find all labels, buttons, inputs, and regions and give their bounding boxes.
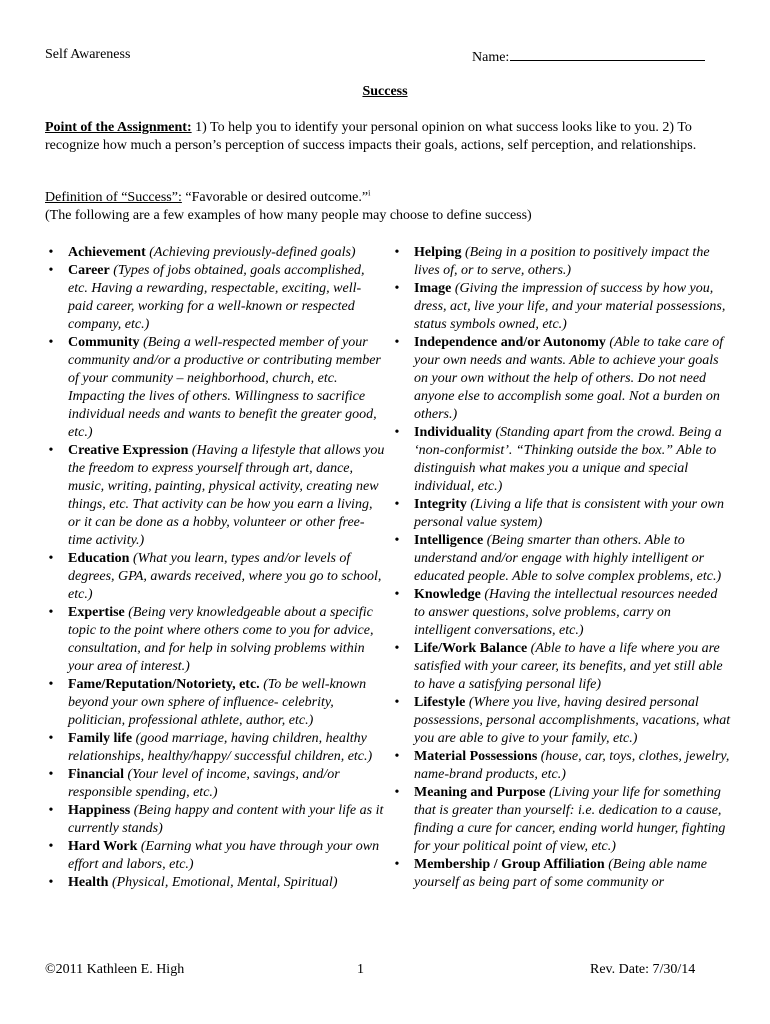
- item-term: Individuality: [414, 425, 492, 440]
- item-description: (Earning what you have through your own effort and labors, etc.): [68, 839, 380, 872]
- bullet-icon: •: [394, 425, 400, 440]
- item-term: Lifestyle: [414, 695, 466, 710]
- list-item: [391, 334, 731, 424]
- course-title: Self Awareness: [45, 47, 131, 62]
- item-term: Independence and/or Autonomy: [414, 335, 606, 350]
- item-term: Health: [68, 875, 109, 890]
- bullet-icon: •: [394, 587, 400, 602]
- bullet-icon: •: [394, 749, 400, 764]
- item-description: (good marriage, having children, healthy relationships, healthy/happy/ successful children, etc.): [68, 731, 373, 764]
- list-item: [391, 694, 731, 748]
- footer-page-number: 1: [357, 962, 364, 977]
- item-description: (Physical, Emotional, Mental, Spiritual): [108, 875, 338, 890]
- item-term: Financial: [68, 767, 125, 782]
- item-description: (Types of jobs obtained, goals accomplished, etc. Having a rewarding, respectable, exciting, well-paid career, working for a well-known or respected company, etc.): [68, 263, 365, 332]
- bullet-icon: •: [48, 677, 54, 692]
- list-item: [45, 262, 385, 334]
- footer-revision-date: Rev. Date: 7/30/14: [590, 962, 696, 977]
- bullet-icon: •: [394, 785, 400, 800]
- item-term: Knowledge: [414, 587, 481, 602]
- item-term: Expertise: [68, 605, 125, 620]
- bullet-icon: •: [394, 641, 400, 656]
- bullet-icon: •: [48, 839, 54, 854]
- item-description: (Having a lifestyle that allows you the freedom to express yourself through art, dance, music, writing, painting, physical activity, creating new things, etc. That activity can be how you earn a living, or it can be done as a hobby, volunteer or other free-time activity.): [68, 443, 385, 548]
- list-item: [45, 676, 385, 730]
- list-item: [45, 802, 385, 838]
- bullet-icon: •: [48, 767, 54, 782]
- item-description: (Being very knowledgeable about a specific topic to the point where others come to you for advice, consultation, and for help in solving problems within your area of interest.): [68, 605, 374, 674]
- item-term: Achievement: [68, 245, 146, 260]
- item-description: (To be well-known beyond your own sphere of influence- celebrity, politician, professional athlete, author, etc.): [68, 677, 367, 728]
- list-item: [391, 856, 731, 892]
- item-term: Membership / Group Affiliation: [414, 857, 605, 872]
- list-item: [45, 838, 385, 874]
- bullet-icon: •: [394, 335, 400, 350]
- list-item: [45, 334, 385, 442]
- bullet-icon: •: [394, 245, 400, 260]
- list-item: [391, 280, 731, 334]
- bullet-icon: •: [48, 605, 54, 620]
- item-term: Community: [68, 335, 140, 350]
- item-description: (Being able name yourself as being part of some community or: [414, 857, 707, 890]
- definition-section: [45, 189, 735, 225]
- list-item: [391, 640, 731, 694]
- item-term: Education: [68, 551, 130, 566]
- bullet-icon: •: [394, 857, 400, 872]
- bullet-icon: •: [48, 731, 54, 746]
- item-description: (Able to have a life where you are satisfied with your career, its benefits, and yet still able to have a satisfying personal life): [414, 641, 723, 692]
- item-description: (Being a well-respected member of your community and/or a productive or contributing member of your community – neighborhood, church, etc. Impacting the lives of others. Willingness to sacrifice individual needs and wants to benefit the greater good, etc.): [68, 335, 381, 440]
- list-item: [45, 550, 385, 604]
- item-description: (Living your life for something that is greater than yourself: i.e. dedication to a cause, finding a cure for cancer, ending world hunger, fighting for your political point of view, etc.): [414, 785, 726, 854]
- bullet-icon: •: [394, 533, 400, 548]
- bullet-icon: •: [48, 803, 54, 818]
- item-description: (house, car, toys, clothes, jewelry, name-brand products, etc.): [414, 749, 730, 782]
- list-item: [45, 766, 385, 802]
- item-description: (Where you live, having desired personal possessions, personal accomplishments, vacations, what you are able to give to your family, etc.): [414, 695, 731, 746]
- list-item: [391, 424, 731, 496]
- item-term: Family life: [68, 731, 133, 746]
- item-description: (Having the intellectual resources needed to answer questions, solve problems, carry on intelligent conversations, etc.): [414, 587, 718, 638]
- definition-text: “Favorable or desired outcome.”: [181, 190, 369, 205]
- bullet-icon: •: [48, 263, 54, 278]
- bullet-icon: •: [48, 875, 54, 890]
- list-item: [391, 586, 731, 640]
- item-term: Fame/Reputation/Notoriety, etc.: [68, 677, 260, 692]
- item-term: Intelligence: [414, 533, 484, 548]
- bullet-icon: •: [394, 497, 400, 512]
- list-item: [45, 244, 385, 262]
- item-description: (What you learn, types and/or levels of degrees, GPA, awards received, where you go to school, etc.): [68, 551, 382, 602]
- item-term: Life/Work Balance: [414, 641, 528, 656]
- footer-copyright: ©2011 Kathleen E. High: [45, 962, 185, 977]
- item-term: Material Possessions: [414, 749, 538, 764]
- list-item: [45, 604, 385, 676]
- bullet-icon: •: [48, 443, 54, 458]
- right-bullet-list: [391, 244, 731, 892]
- page-title: Success: [362, 84, 408, 99]
- list-item: [391, 748, 731, 784]
- definition-subtext: (The following are a few examples of how many people may choose to define success): [45, 208, 532, 223]
- item-description: (Being happy and content with your life as it currently stands): [68, 803, 384, 836]
- point-text: 1) To help you to identify your personal opinion on what success looks like to you. 2) To recognize how much a person’s perception of success impacts their goals, actions, self perception, and relationships.: [45, 120, 697, 153]
- item-description: (Being smarter than others. Able to understand and/or engage with highly intelligent or educated people. Able to solve complex problems, etc.): [414, 533, 722, 584]
- list-item: [45, 442, 385, 550]
- list-item: [45, 874, 385, 892]
- bullet-icon: •: [48, 335, 54, 350]
- name-field: [472, 46, 705, 67]
- item-description: (Achieving previously-defined goals): [145, 245, 356, 260]
- bullet-icon: •: [394, 695, 400, 710]
- item-description: (Giving the impression of success by how you, dress, act, live your life, and your material possessions, status symbols owned, etc.): [414, 281, 726, 332]
- item-term: Happiness: [68, 803, 131, 818]
- definition-label: Definition of “Success”:: [45, 190, 182, 205]
- definition-line: [45, 189, 735, 207]
- point-label: Point of the Assignment:: [45, 120, 192, 135]
- left-bullet-list: [45, 244, 385, 892]
- item-term: Helping: [414, 245, 462, 260]
- item-term: Creative Expression: [68, 443, 189, 458]
- bullet-icon: •: [394, 281, 400, 296]
- list-item: [45, 730, 385, 766]
- item-description: (Able to take care of your own needs and wants. Able to achieve your goals on your own without the help of others. Do not need anyone else to accomplish some goal. Not a burden on others.): [414, 335, 724, 422]
- assignment-point: [45, 119, 735, 155]
- list-item: [391, 532, 731, 586]
- item-description: (Being in a position to positively impact the lives of, or to serve, others.): [414, 245, 710, 278]
- bullet-icon: •: [48, 245, 54, 260]
- item-term: Career: [68, 263, 110, 278]
- item-description: (Standing apart from the crowd. Being a ‘non-conformist’. “Thinking outside the box.” Able to distinguish what makes you a unique and special individual, etc.): [414, 425, 722, 494]
- item-term: Meaning and Purpose: [414, 785, 546, 800]
- list-item: [391, 244, 731, 280]
- item-term: Image: [414, 281, 452, 296]
- item-term: Hard Work: [68, 839, 138, 854]
- item-description: (Living a life that is consistent with your own personal value system): [414, 497, 724, 530]
- footnote-marker: i: [368, 188, 371, 198]
- name-label: Name:: [472, 50, 510, 65]
- item-term: Integrity: [414, 497, 467, 512]
- item-description: (Your level of income, savings, and/or responsible spending, etc.): [68, 767, 340, 800]
- bullet-icon: •: [48, 551, 54, 566]
- list-item: [391, 784, 731, 856]
- list-item: [391, 496, 731, 532]
- name-blank-line: [510, 46, 705, 61]
